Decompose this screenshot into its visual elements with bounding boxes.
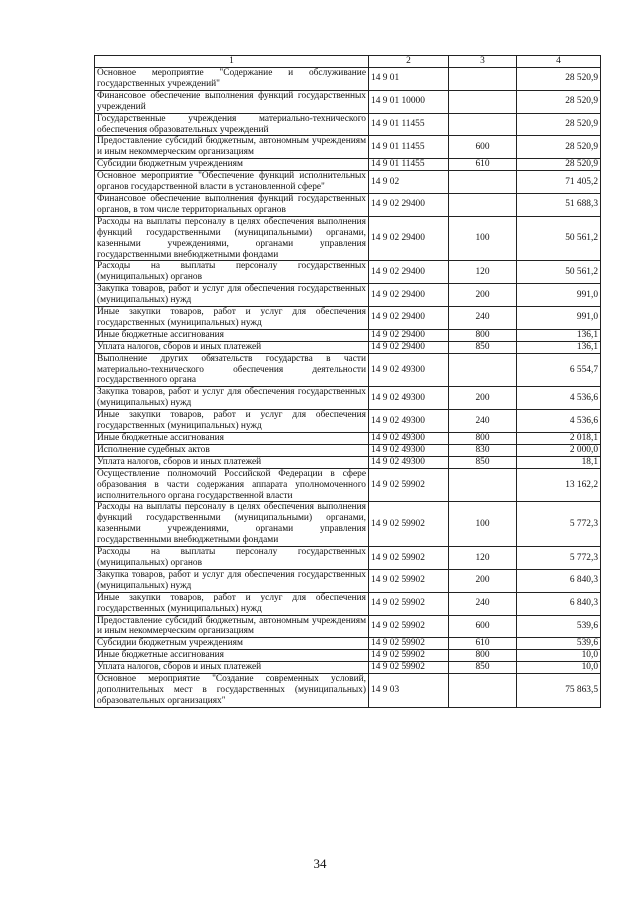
row-amount: 13 162,2	[517, 468, 601, 502]
row-code: 14 9 02 49300	[369, 444, 449, 456]
row-expense-type: 800	[449, 650, 517, 662]
row-code: 14 9 02 29400	[369, 341, 449, 353]
row-code: 14 9 02 59902	[369, 502, 449, 547]
row-amount: 2 018,1	[517, 433, 601, 445]
table-row	[95, 502, 601, 547]
row-amount: 28 520,9	[517, 136, 601, 159]
row-code: 14 9 02 49300	[369, 456, 449, 468]
table-row	[95, 592, 601, 615]
row-amount: 539,6	[517, 615, 601, 638]
row-name: Иные закупки товаров, работ и услуг для обеспечения государственных (муниципальных) нужд	[95, 410, 369, 433]
table-row	[95, 468, 601, 502]
row-expense-type	[449, 193, 517, 216]
row-code: 14 9 01 11455	[369, 113, 449, 136]
row-name: Расходы на выплаты персоналу государственных (муниципальных) органов	[95, 261, 369, 284]
table-row	[95, 569, 601, 592]
row-name: Основное мероприятие "Содержание и обслуживание государственных учреждений"	[95, 68, 369, 91]
row-name: Иные бюджетные ассигнования	[95, 433, 369, 445]
row-code: 14 9 01 10000	[369, 90, 449, 113]
table-row	[95, 284, 601, 307]
row-name: Закупка товаров, работ и услуг для обеспечения государственных (муниципальных) нужд	[95, 387, 369, 410]
row-code: 14 9 02 59902	[369, 662, 449, 674]
page-number: 34	[313, 856, 327, 871]
row-expense-type: 240	[449, 592, 517, 615]
table-row	[95, 159, 601, 171]
row-expense-type: 200	[449, 569, 517, 592]
row-code: 14 9 02 29400	[369, 216, 449, 261]
row-expense-type: 120	[449, 547, 517, 570]
row-expense-type	[449, 113, 517, 136]
row-expense-type: 200	[449, 284, 517, 307]
row-name: Уплата налогов, сборов и иных платежей	[95, 456, 369, 468]
row-expense-type: 610	[449, 159, 517, 171]
row-code: 14 9 01	[369, 68, 449, 91]
row-expense-type: 850	[449, 662, 517, 674]
row-amount: 10,0	[517, 662, 601, 674]
table-row	[95, 307, 601, 330]
row-expense-type: 610	[449, 638, 517, 650]
row-code: 14 9 02 29400	[369, 261, 449, 284]
table-row	[95, 650, 601, 662]
row-expense-type	[449, 353, 517, 387]
row-amount: 28 520,9	[517, 113, 601, 136]
table-row	[95, 68, 601, 91]
table-row	[95, 261, 601, 284]
table-row	[95, 136, 601, 159]
row-name: Уплата налогов, сборов и иных платежей	[95, 662, 369, 674]
row-amount: 991,0	[517, 307, 601, 330]
row-code: 14 9 02 29400	[369, 307, 449, 330]
row-name: Иные бюджетные ассигнования	[95, 650, 369, 662]
column-header-code: 2	[369, 56, 449, 68]
row-expense-type	[449, 468, 517, 502]
row-expense-type: 120	[449, 261, 517, 284]
row-amount: 50 561,2	[517, 216, 601, 261]
row-amount: 539,6	[517, 638, 601, 650]
row-name: Осуществление полномочий Российской Федерации в сфере образования в части содержания аппарата уполномоченного исполнительного органа государственной власти	[95, 468, 369, 502]
row-amount: 991,0	[517, 284, 601, 307]
row-code: 14 9 02 29400	[369, 329, 449, 341]
row-name: Основное мероприятие "Создание современных условий, дополнительных мест в государственных (муниципальных) образовательных организациях"	[95, 674, 369, 708]
row-expense-type	[449, 171, 517, 194]
table-row	[95, 341, 601, 353]
column-header-expense-type: 3	[449, 56, 517, 68]
row-expense-type: 850	[449, 341, 517, 353]
budget-table	[94, 55, 601, 708]
table-row	[95, 433, 601, 445]
row-expense-type: 240	[449, 307, 517, 330]
row-code: 14 9 02	[369, 171, 449, 194]
row-amount: 50 561,2	[517, 261, 601, 284]
row-amount: 4 536,6	[517, 410, 601, 433]
row-expense-type: 850	[449, 456, 517, 468]
row-name: Расходы на выплаты персоналу в целях обеспечения выполнения функций государственными (муниципальными) органами, казенными учреждениями, органами управления государственными внебюджетными фондами	[95, 502, 369, 547]
row-name: Субсидии бюджетным учреждениям	[95, 638, 369, 650]
row-code: 14 9 02 49300	[369, 353, 449, 387]
row-code: 14 9 02 59902	[369, 468, 449, 502]
table-row	[95, 171, 601, 194]
row-amount: 51 688,3	[517, 193, 601, 216]
row-expense-type: 240	[449, 410, 517, 433]
row-code: 14 9 02 49300	[369, 387, 449, 410]
table-row	[95, 410, 601, 433]
header-row	[95, 56, 601, 68]
row-code: 14 9 02 49300	[369, 410, 449, 433]
row-code: 14 9 01 11455	[369, 136, 449, 159]
row-name: Иные закупки товаров, работ и услуг для обеспечения государственных (муниципальных) нужд	[95, 592, 369, 615]
row-code: 14 9 02 59902	[369, 592, 449, 615]
row-amount: 6 554,7	[517, 353, 601, 387]
row-expense-type: 600	[449, 136, 517, 159]
row-amount: 75 863,5	[517, 674, 601, 708]
column-header-name: 1	[95, 56, 369, 68]
row-name: Расходы на выплаты персоналу государственных (муниципальных) органов	[95, 547, 369, 570]
row-expense-type	[449, 674, 517, 708]
row-code: 14 9 02 29400	[369, 193, 449, 216]
row-amount: 5 772,3	[517, 502, 601, 547]
row-amount: 18,1	[517, 456, 601, 468]
row-name: Финансовое обеспечение выполнения функций государственных учреждений	[95, 90, 369, 113]
row-amount: 136,1	[517, 341, 601, 353]
row-code: 14 9 02 29400	[369, 284, 449, 307]
row-expense-type	[449, 68, 517, 91]
row-amount: 28 520,9	[517, 159, 601, 171]
table-row	[95, 615, 601, 638]
row-expense-type: 600	[449, 615, 517, 638]
row-name: Финансовое обеспечение выполнения функций государственных органов, в том числе территориальных органов	[95, 193, 369, 216]
row-expense-type: 800	[449, 433, 517, 445]
row-expense-type: 200	[449, 387, 517, 410]
row-code: 14 9 02 59902	[369, 547, 449, 570]
table-row	[95, 353, 601, 387]
row-name: Государственные учреждения материально-технического обеспечения образовательных учреждений	[95, 113, 369, 136]
row-code: 14 9 01 11455	[369, 159, 449, 171]
row-name: Предоставление субсидий бюджетным, автономным учреждениям и иным некоммерческим организациям	[95, 615, 369, 638]
row-amount: 136,1	[517, 329, 601, 341]
table-row	[95, 193, 601, 216]
row-expense-type	[449, 90, 517, 113]
row-amount: 5 772,3	[517, 547, 601, 570]
row-code: 14 9 02 59902	[369, 638, 449, 650]
row-code: 14 9 03	[369, 674, 449, 708]
row-amount: 4 536,6	[517, 387, 601, 410]
row-name: Уплата налогов, сборов и иных платежей	[95, 341, 369, 353]
row-name: Основное мероприятие "Обеспечение функций исполнительных органов государственной власти в установленной сфере"	[95, 171, 369, 194]
row-code: 14 9 02 59902	[369, 650, 449, 662]
row-code: 14 9 02 49300	[369, 433, 449, 445]
row-name: Выполнение других обязательств государства в части материально-технического обеспечения деятельности государственного органа	[95, 353, 369, 387]
row-amount: 28 520,9	[517, 90, 601, 113]
row-name: Предоставление субсидий бюджетным, автономным учреждениям и иным некоммерческим организациям	[95, 136, 369, 159]
row-name: Иные бюджетные ассигнования	[95, 329, 369, 341]
table-row	[95, 456, 601, 468]
row-amount: 6 840,3	[517, 592, 601, 615]
row-amount: 2 000,0	[517, 444, 601, 456]
row-name: Расходы на выплаты персоналу в целях обеспечения выполнения функций государственными (муниципальными) органами, казенными учреждениями, органами управления государственными внебюджетными фондами	[95, 216, 369, 261]
row-code: 14 9 02 59902	[369, 615, 449, 638]
table-row	[95, 90, 601, 113]
row-expense-type: 830	[449, 444, 517, 456]
table-row	[95, 444, 601, 456]
row-name: Субсидии бюджетным учреждениям	[95, 159, 369, 171]
row-amount: 28 520,9	[517, 68, 601, 91]
table-row	[95, 113, 601, 136]
table-row	[95, 387, 601, 410]
table-body	[95, 68, 601, 708]
row-code: 14 9 02 59902	[369, 569, 449, 592]
table-row	[95, 638, 601, 650]
table-row	[95, 547, 601, 570]
row-name: Закупка товаров, работ и услуг для обеспечения государственных (муниципальных) нужд	[95, 569, 369, 592]
row-amount: 10,0	[517, 650, 601, 662]
row-expense-type: 100	[449, 502, 517, 547]
row-name: Иные закупки товаров, работ и услуг для обеспечения государственных (муниципальных) нужд	[95, 307, 369, 330]
row-amount: 6 840,3	[517, 569, 601, 592]
row-amount: 71 405,2	[517, 171, 601, 194]
row-name: Закупка товаров, работ и услуг для обеспечения государственных (муниципальных) нужд	[95, 284, 369, 307]
table-row	[95, 662, 601, 674]
row-name: Исполнение судебных актов	[95, 444, 369, 456]
row-expense-type: 800	[449, 329, 517, 341]
row-expense-type: 100	[449, 216, 517, 261]
table-row	[95, 216, 601, 261]
column-header-amount: 4	[517, 56, 601, 68]
table-row	[95, 329, 601, 341]
table-row	[95, 674, 601, 708]
